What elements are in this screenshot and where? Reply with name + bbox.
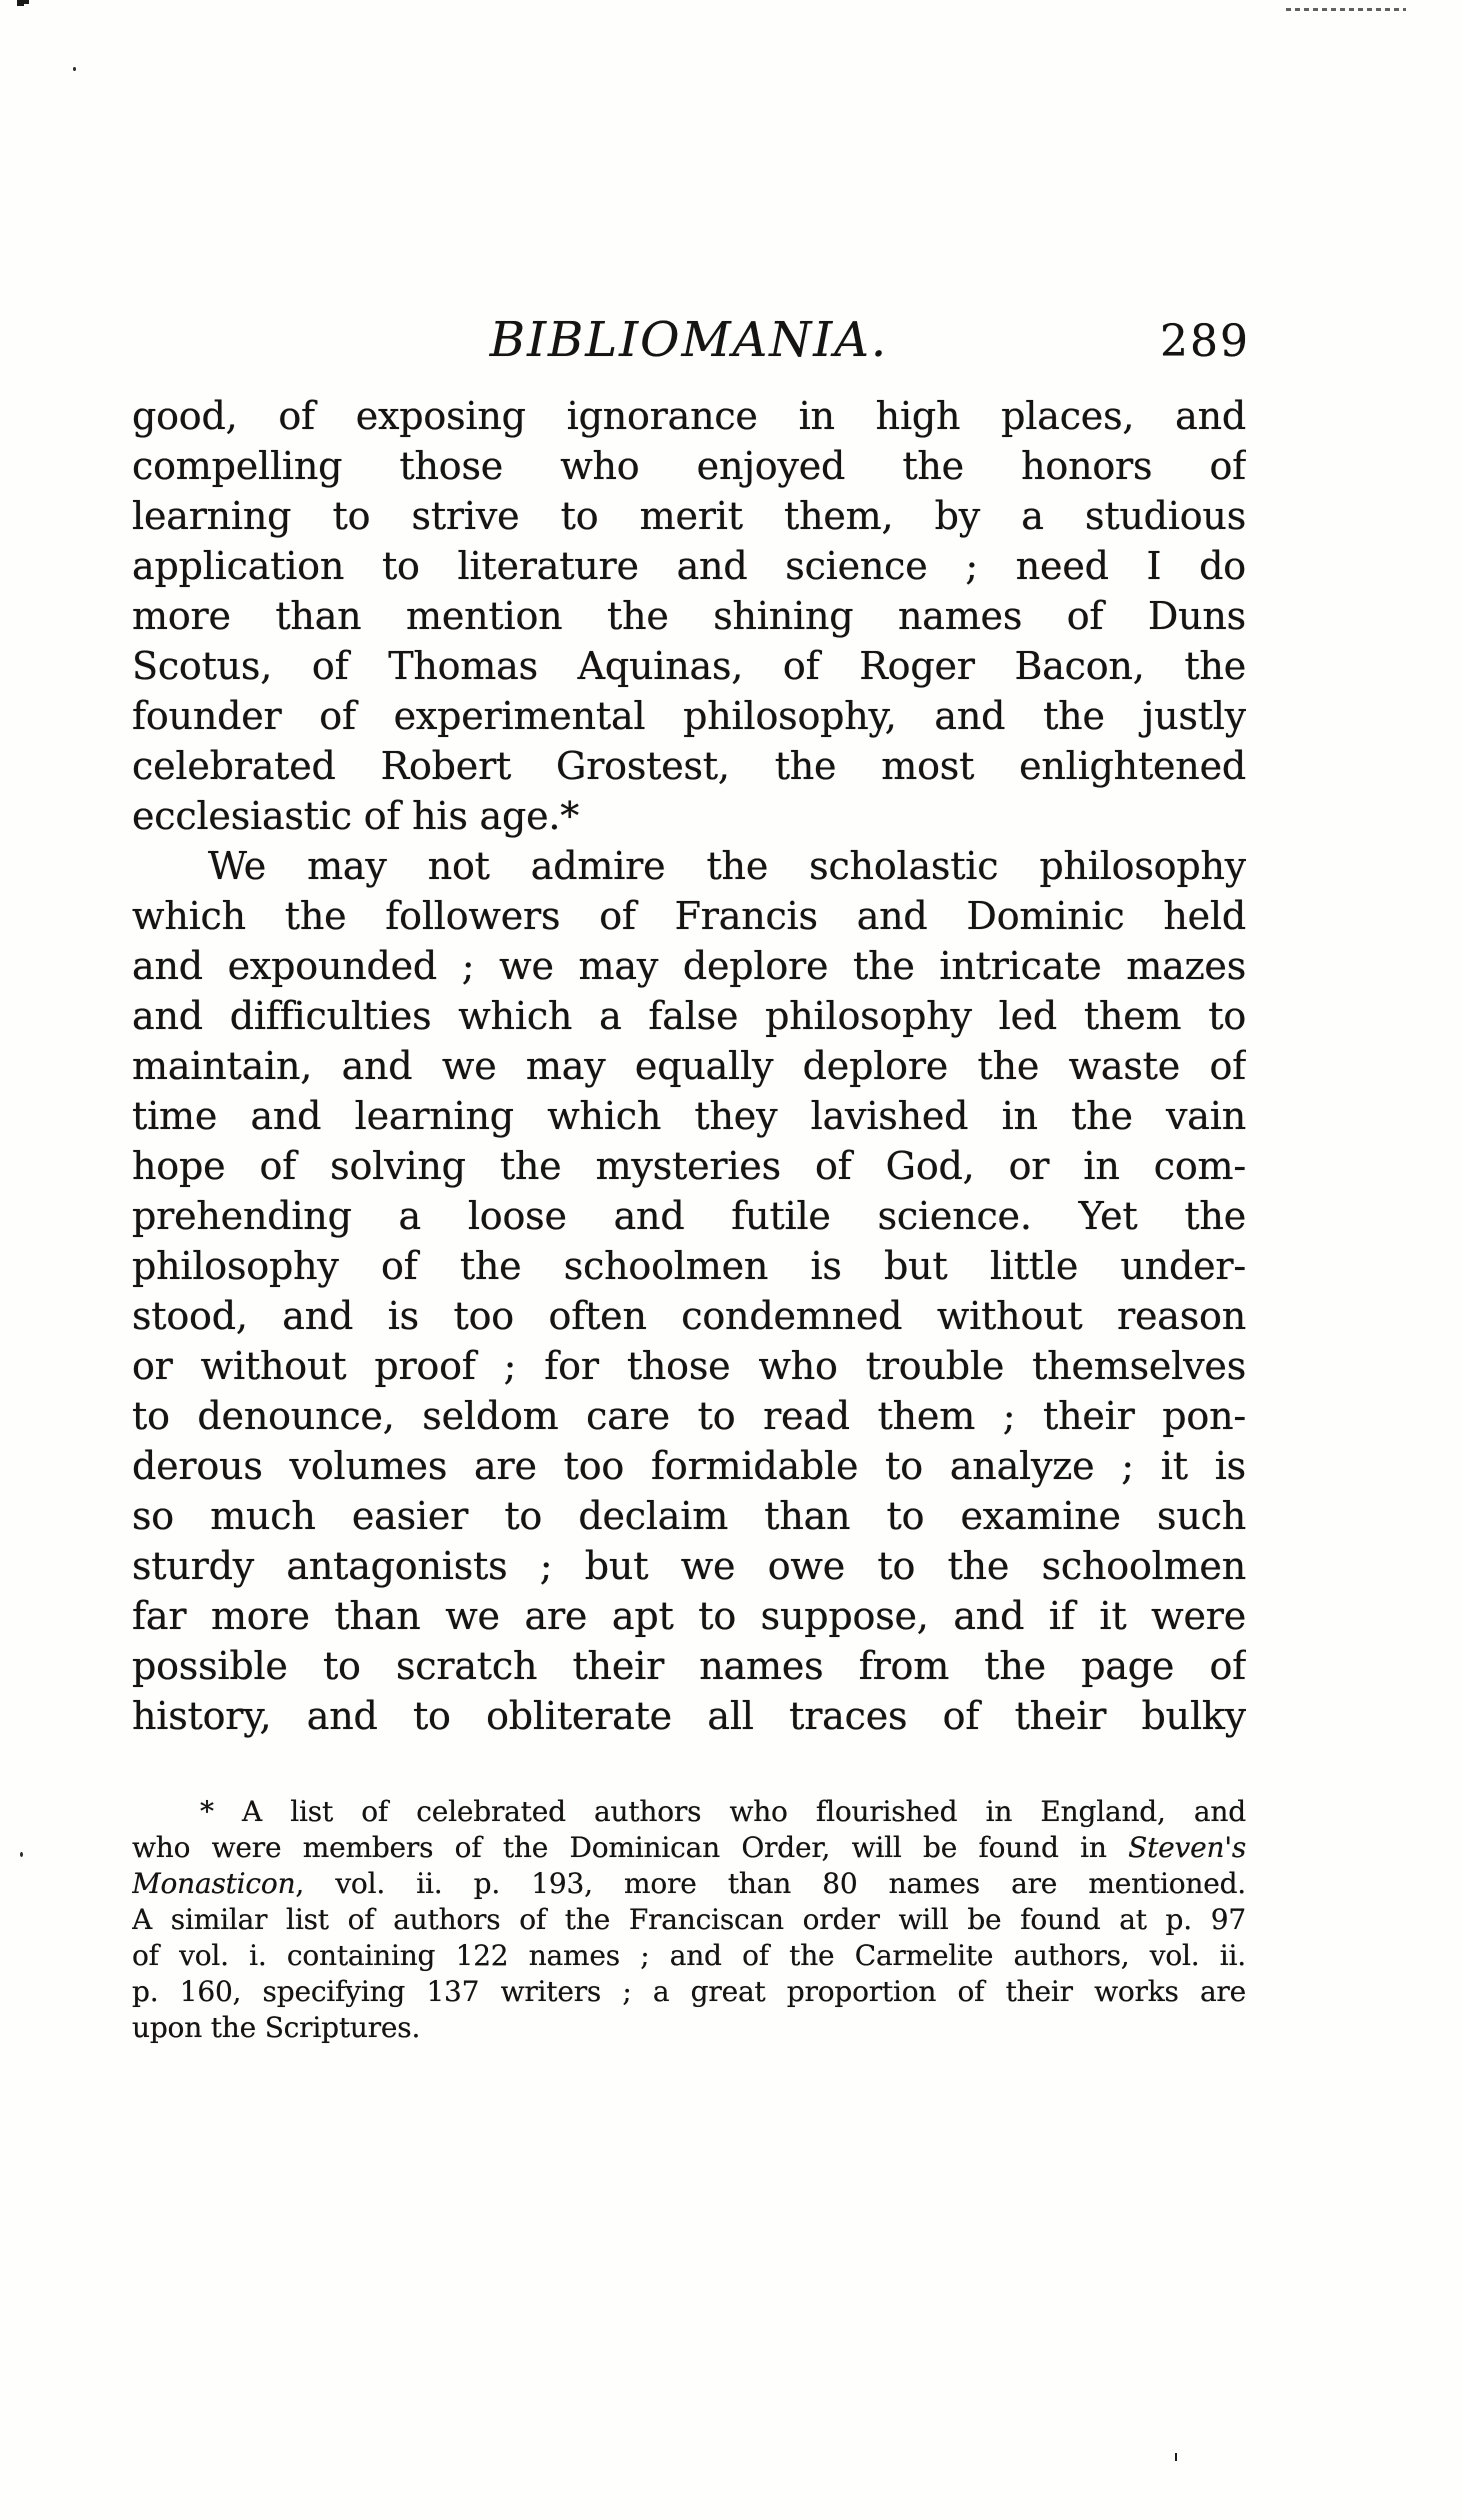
text-line: celebrated Robert Grostest, the most enlightened [132,744,1246,788]
text-line: which the followers of Francis and Dominic held [132,894,1246,938]
text-line: We may not admire the scholastic philosophy [208,844,1246,888]
text-line: or without proof ; for those who trouble themselves [132,1344,1246,1388]
text-line: hope of solving the mysteries of God, or in com- [132,1144,1246,1188]
text-line: ecclesiastic of his age.* [132,794,580,838]
text-line: time and learning which they lavished in the vain [132,1094,1246,1138]
scan-artifact-top-left-blob [17,3,24,6]
paragraph [132,841,1246,1741]
text-line: upon the Scriptures. [132,2011,421,2044]
text-line: philosophy of the schoolmen is but little under- [132,1244,1246,1288]
text-line: more than mention the shining names of Duns [132,594,1246,638]
body-text [132,391,1246,1741]
scan-artifact-dashed-line [1286,8,1406,11]
text-line: Scotus, of Thomas Aquinas, of Roger Bacon, the [132,644,1246,688]
scan-artifact-speck [73,67,76,71]
scan-artifact-tick [1175,2453,1177,2461]
text-line: founder of experimental philosophy, and the justly [132,694,1246,738]
running-title: BIBLIOMANIA. [489,312,889,368]
scan-artifact-speck [20,1852,23,1857]
text-line: far more than we are apt to suppose, and if it were [132,1594,1246,1638]
text-line: and difficulties which a false philosophy led them to [132,994,1246,1038]
text-line: Monasticon, vol. ii. p. 193, more than 80 names are mentioned. [132,1867,1246,1900]
text-line: * A list of celebrated authors who flourished in England, and [200,1795,1246,1828]
page-header [132,312,1250,374]
text-line: maintain, and we may equally deplore the waste of [132,1044,1246,1088]
text-line: A similar list of authors of the Franciscan order will be found at p. 97 [132,1903,1246,1936]
text-line: p. 160, specifying 137 writers ; a great proportion of their works are [132,1975,1246,2008]
paragraph [132,391,1246,841]
text-line: who were members of the Dominican Order, will be found in Steven's [132,1831,1246,1864]
text-line: application to literature and science ; need I do [132,544,1246,588]
text-line: learning to strive to merit them, by a studious [132,494,1246,538]
text-line: history, and to obliterate all traces of their bulky [132,1694,1246,1738]
page-number: 289 [1160,316,1250,367]
footnote [132,1794,1246,2046]
text-line: compelling those who enjoyed the honors of [132,444,1246,488]
text-line: derous volumes are too formidable to analyze ; it is [132,1444,1246,1488]
text-line: to denounce, seldom care to read them ; their pon- [132,1394,1246,1438]
text-line: stood, and is too often condemned without reason [132,1294,1246,1338]
text-line: sturdy antagonists ; but we owe to the schoolmen [132,1544,1246,1588]
text-line: prehending a loose and futile science. Yet the [132,1194,1246,1238]
text-line: so much easier to declaim than to examine such [132,1494,1246,1538]
text-line: and expounded ; we may deplore the intricate mazes [132,944,1246,988]
text-line: possible to scratch their names from the page of [132,1644,1246,1688]
text-line: of vol. i. containing 122 names ; and of the Carmelite authors, vol. ii. [132,1939,1246,1972]
text-line: good, of exposing ignorance in high places, and [132,394,1246,438]
